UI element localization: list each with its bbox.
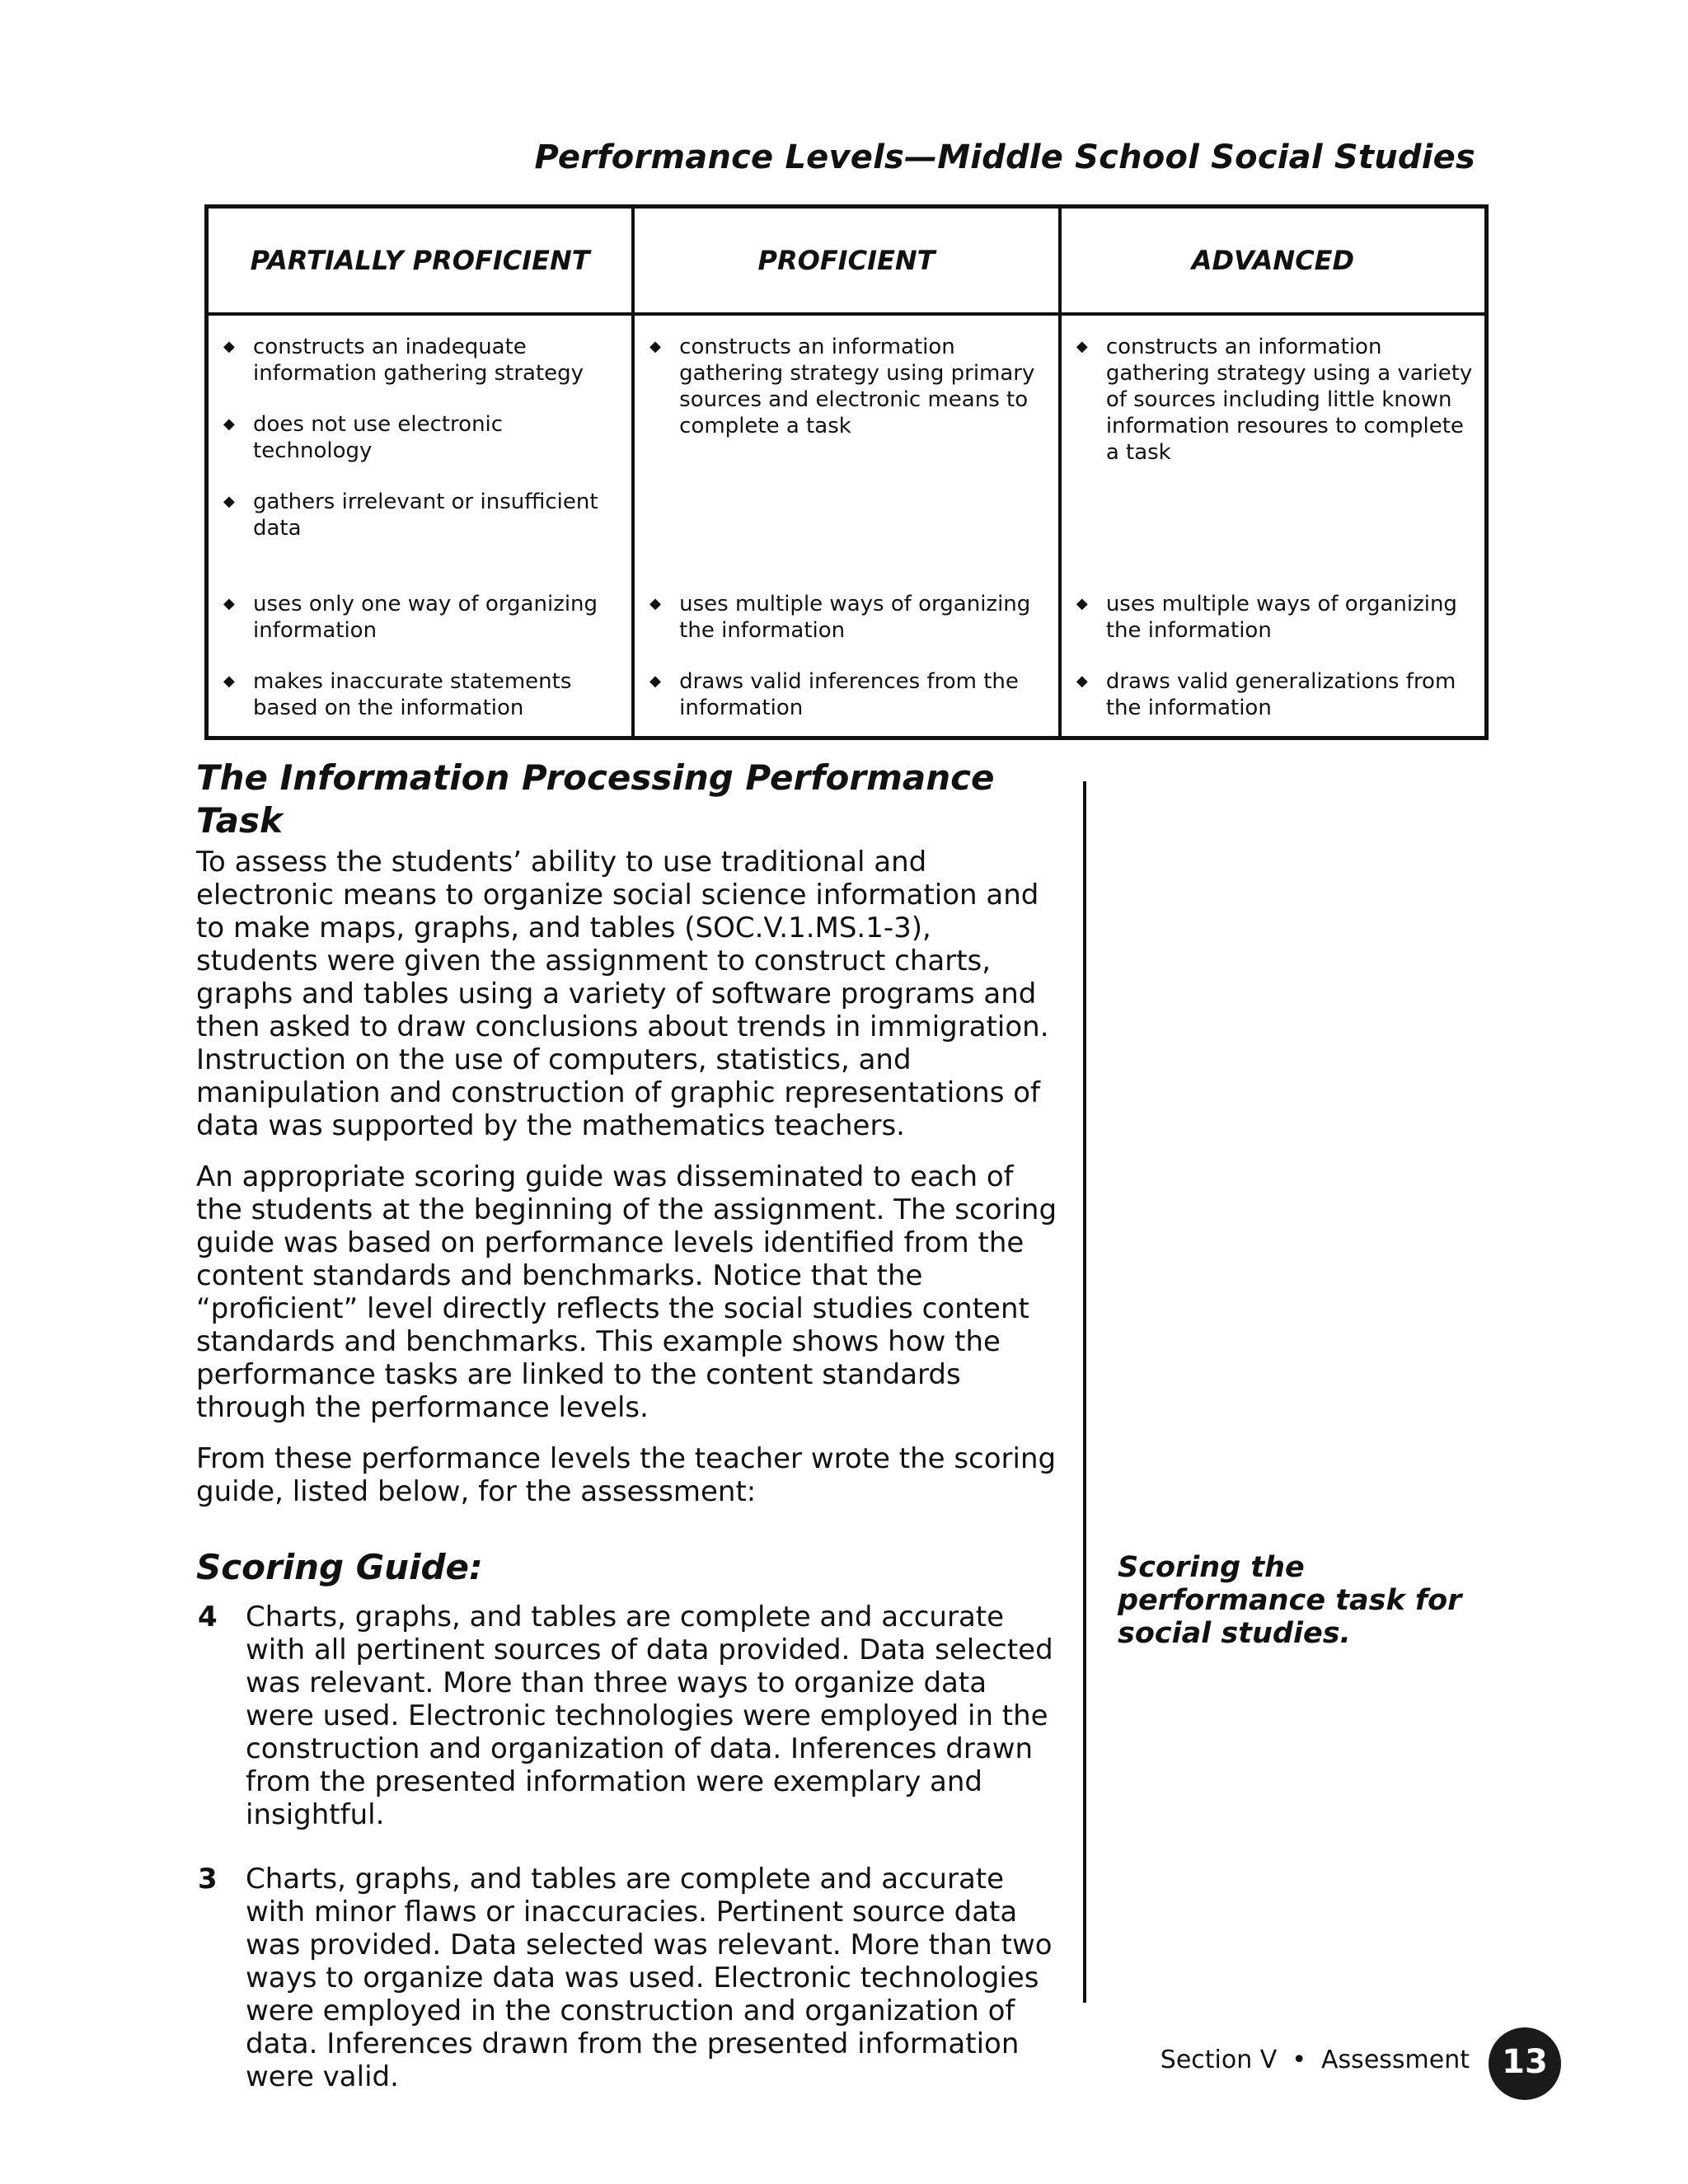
list-item <box>1076 591 1475 644</box>
page-number-badge: 13 <box>1489 2027 1561 2100</box>
bullet-list <box>649 591 1048 721</box>
cell-advanced <box>1060 314 1487 545</box>
footer <box>1160 2046 1470 2074</box>
diamond-bullet-icon: ◆ <box>649 595 661 612</box>
cell-partially-proficient <box>207 314 634 545</box>
header-proficient: PROFICIENT <box>633 207 1060 315</box>
list-item <box>649 334 1048 439</box>
diamond-bullet-icon: ◆ <box>223 673 235 690</box>
header-advanced: ADVANCED <box>1060 207 1487 315</box>
diamond-bullet-icon: ◆ <box>223 493 235 510</box>
bullet-list <box>223 591 621 721</box>
list-item-text: constructs an information gathering strategy using primary sources and electronic means to complete a task <box>679 335 1035 438</box>
cell-advanced <box>1060 545 1487 738</box>
task-paragraph: From these performance levels the teacher wrote the scoring guide, listed below, for the assessment: <box>196 1442 1057 1508</box>
list-item-text: constructs an inadequate information gathering strategy <box>253 335 584 386</box>
main-column <box>196 757 1062 2125</box>
list-item <box>223 668 621 721</box>
task-heading: The Information Processing Performance Task <box>196 757 995 841</box>
diamond-bullet-icon: ◆ <box>649 338 661 355</box>
table-row <box>207 545 1487 738</box>
list-item <box>649 668 1048 721</box>
list-item-text: uses multiple ways of organizing the information <box>1105 592 1457 643</box>
table-header-row <box>207 207 1487 315</box>
bullet-list <box>1076 334 1475 466</box>
list-item-text: draws valid generalizations from the information <box>1105 669 1456 720</box>
diamond-bullet-icon: ◆ <box>1076 338 1088 355</box>
list-item-text: makes inaccurate statements based on the information <box>253 669 572 720</box>
score-number: 3 <box>198 1863 218 1896</box>
diamond-bullet-icon: ◆ <box>1076 595 1088 612</box>
list-item <box>223 411 621 464</box>
score-number: 4 <box>198 1601 218 1633</box>
diamond-bullet-icon: ◆ <box>223 595 235 612</box>
list-item-text: constructs an information gathering strategy using a variety of sources including little known information resoures to complete a task <box>1105 335 1473 465</box>
footer-separator: • <box>1292 2046 1307 2074</box>
list-item <box>1076 668 1475 721</box>
score-description: Charts, graphs, and tables are complete and accurate with all pertinent sources of data provided. Data selected was relevant. More than three ways to organize data were used. Electronic technologies were employed in the construction and organization of data. Inferences drawn from the presented information were exemplary and insightful. <box>246 1601 1053 1831</box>
scoring-item <box>196 1601 1062 1831</box>
list-item <box>223 591 621 644</box>
list-item-text: gathers irrelevant or insufficient data <box>253 490 598 541</box>
bullet-list <box>1076 591 1475 721</box>
cell-partially-proficient <box>207 545 634 738</box>
cell-proficient <box>633 314 1060 545</box>
list-item-text: does not use electronic technology <box>253 412 504 463</box>
list-item-text: draws valid inferences from the information <box>679 669 1019 720</box>
footer-section: Section V <box>1160 2046 1278 2074</box>
list-item <box>1076 334 1475 466</box>
column-divider <box>1083 781 1086 2003</box>
list-item <box>223 489 621 541</box>
page-title: Performance Levels—Middle School Social Studies <box>534 138 1475 176</box>
score-description: Charts, graphs, and tables are complete and accurate with minor flaws or inaccuracies. Pertinent source data was provided. Data selected was relevant. More than two ways to organize data was used. Electronic technologies were employed in the construction and organization of data. Inferences drawn from the presented information were valid. <box>246 1863 1053 2093</box>
bullet-list <box>223 334 621 541</box>
list-item-text: uses only one way of organizing information <box>253 592 598 643</box>
table-row <box>207 314 1487 545</box>
diamond-bullet-icon: ◆ <box>1076 673 1088 690</box>
performance-levels-table <box>204 204 1489 740</box>
diamond-bullet-icon: ◆ <box>223 415 235 433</box>
header-partially-proficient: PARTIALLY PROFICIENT <box>207 207 634 315</box>
list-item-text: uses multiple ways of organizing the information <box>679 592 1031 643</box>
list-item <box>649 591 1048 644</box>
bullet-list <box>649 334 1048 439</box>
scoring-item <box>196 1863 1062 2093</box>
diamond-bullet-icon: ◆ <box>223 338 235 355</box>
side-note: Scoring the performance task for social studies. <box>1118 1551 1462 1650</box>
task-paragraph: An appropriate scoring guide was disseminated to each of the students at the beginning of the assignment. The scoring guide was based on performance levels identified from the content standards and benchmarks. Notice that the “proficient” level directly reflects the social studies content standards and benchmarks. This example shows how the performance tasks are linked to the content standards through the performance levels. <box>196 1160 1057 1424</box>
scoring-guide-heading: Scoring Guide: <box>196 1547 483 1587</box>
list-item <box>223 334 621 387</box>
task-paragraph: To assess the students’ ability to use traditional and electronic means to organize social science information and to make maps, graphs, and tables (SOC.V.1.MS.1-3), students were given the assignment to construct charts, graphs and tables using a variety of software programs and then asked to draw conclusions about trends in immigration. Instruction on the use of computers, statistics, and manipulation and construction of graphic representations of data was supported by the mathematics teachers. <box>196 846 1049 1142</box>
diamond-bullet-icon: ◆ <box>649 673 661 690</box>
cell-proficient <box>633 545 1060 738</box>
footer-label: Assessment <box>1321 2046 1470 2074</box>
